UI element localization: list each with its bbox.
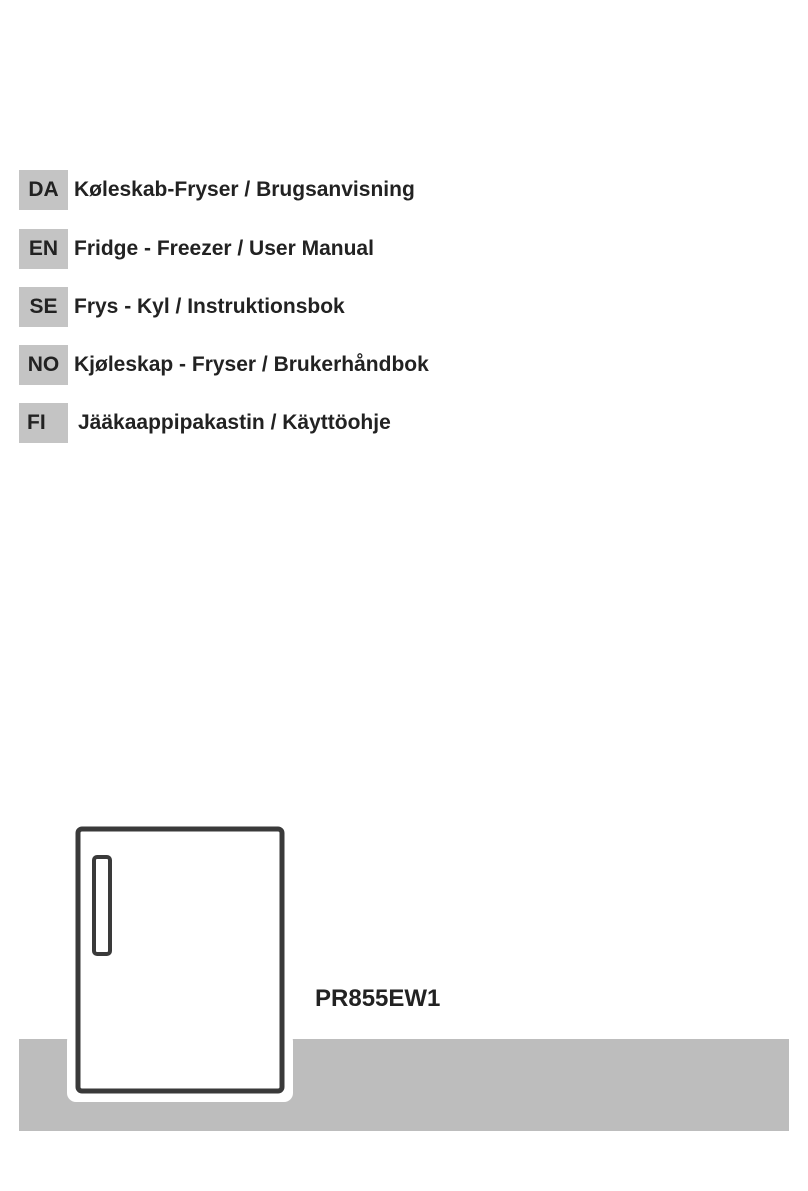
language-code-no: NO: [19, 345, 68, 385]
language-code-se: SE: [19, 287, 68, 327]
model-number: PR855EW1: [315, 985, 441, 1012]
language-code-da: DA: [19, 170, 68, 210]
language-title-fi: Jääkaappipakastin / Käyttöohje: [78, 411, 391, 434]
language-title-no: Kjøleskap - Fryser / Brukerhåndbok: [74, 353, 429, 376]
language-title-se: Frys - Kyl / Instruktionsbok: [74, 295, 345, 318]
language-title-en: Fridge - Freezer / User Manual: [74, 237, 374, 260]
language-code-en: EN: [19, 229, 68, 269]
fridge-handle: [94, 857, 110, 954]
language-code-fi: FI: [19, 403, 68, 443]
language-title-da: Køleskab-Fryser / Brugsanvisning: [74, 178, 415, 201]
